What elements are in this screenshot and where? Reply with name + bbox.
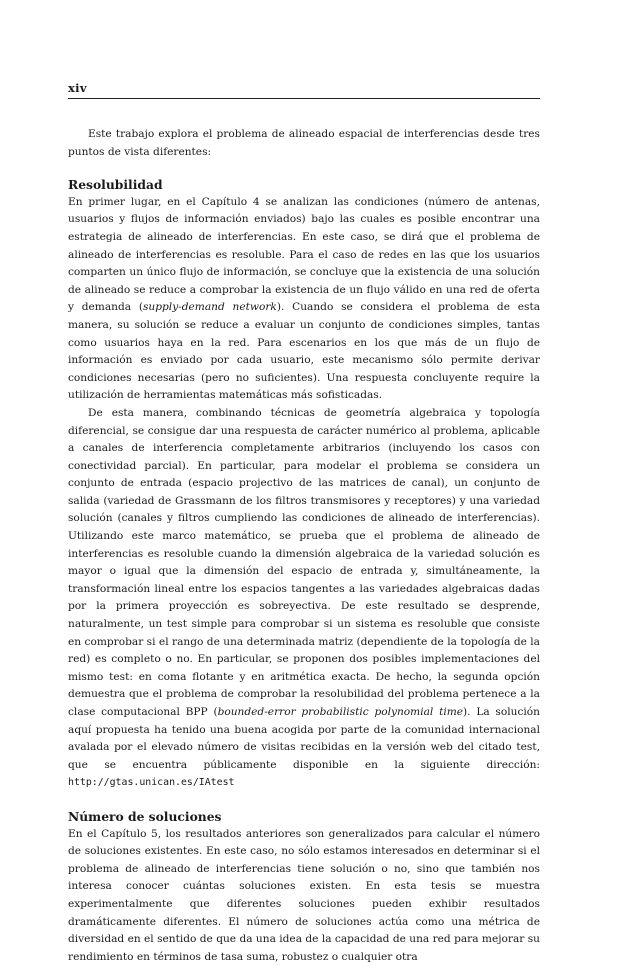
italic-term: bounded-error probabilistic polynomial time xyxy=(217,706,464,718)
section-heading-resolubilidad: Resolubilidad xyxy=(68,177,163,193)
page-number: xiv xyxy=(68,81,87,95)
section-heading-numero-soluciones: Número de soluciones xyxy=(68,808,222,824)
page-body xyxy=(68,126,540,966)
italic-term: supply-demand network xyxy=(142,301,277,314)
running-header xyxy=(68,81,540,99)
section2-paragraph-1: En el Capítulo 5, los resultados anteriores son generalizados para calcular el número de soluciones existentes. En este caso, no sólo estamos interesados en determinar si el problema de alineado de interferencias tiene solución o no, sino que también nos interesa conocer cuántas soluciones existen. En esta tesis se muestra experimentalmente que diferentes soluciones pueden exhibir resultados dramáticamente diferentes. El número de soluciones actúa como una métrica de diversidad en el sentido de que da una idea de la capacidad de una red para mejorar su rendimiento en términos de tasa suma, robustez o cualquier otra xyxy=(68,827,540,963)
section1-paragraph-2: De esta manera, combinando técnicas de geometría algebraica y topología diferencial, se consigue dar una respuesta de carácter numérico al problema, aplicable a canales de interferencia completamente arbitrarios (incluyendo los casos con conectividad parcial). En particular, para modelar el problema se considera un conjunto de entrada (espacio projectivo de las matrices de canal), un conjunto de salida (variedad de Grassmann de los filtros transmisores y receptores) y una variedad solución (canales y filtros cumpliendo las condiciones de alineado de interferencias). Utilizando este marco matemático, se prueba que el problema de alineado de interferencias es resoluble cuando la dimensión algebraica de la variedad solución es mayor o igual que la dimensión del espacio de entrada y, simultáneamente, la transformación lineal entre los espacios tangentes a las variedades algebraicas dadas por la primera proyección es sobreyectiva. De este resultado se desprende, naturalmente, un test simple para comprobar si un sistema es resoluble que consiste en comprobar si el rango de una determinada matriz (dependiente de la topología de la red) es completo o no. En particular, se proponen dos posibles implementaciones del mismo test: en coma flotante y en aritmética exacta. De hecho, la segunda opción demuestra que el problema de comprobar la resolubilidad del problema pertenece a la clase computacional BPP (bounded-error probabilistic polynomial time). La solución aquí propuesta ha tenido una buena acogida por parte de la comunidad internacional avalada por el elevado número de visitas recibidas en la versión web del citado test, que se encuentra públicamente disponible en la siguiente dirección: http://gtas.unican.es/IAtest xyxy=(68,406,540,789)
intro-paragraph: Este trabajo explora el problema de alineado espacial de interferencias desde tres puntos de vista diferentes: xyxy=(68,128,540,158)
iatest-url-link[interactable]: http://gtas.unican.es/IAtest xyxy=(68,777,235,789)
section1-paragraph-1: En primer lugar, en el Capítulo 4 se analizan las condiciones (número de antenas, usuarios y flujos de información enviados) bajo las cuales es posible encontrar una estrategia de alineado de interferencias. En este caso, se dirá que el problema de alineado de interferencias es resoluble. Para el caso de redes en las que los usuarios comparten un único flujo de información, se concluye que la existencia de una solución de alineado se reduce a comprobar la existencia de un flujo válido en una red de oferta y demanda (supply-demand network). Cuando se considera el problema de esta manera, su solución se reduce a evaluar un conjunto de condiciones simples, tantas como usuarios haya en la red. Para escenarios en los que más de un flujo de información es enviado por cada usuario, este mecanismo sólo permite derivar condiciones necesarias (pero no suficientes). Una respuesta concluyente require la utilización de herramientas matemáticas más sofisticadas. xyxy=(68,195,541,402)
